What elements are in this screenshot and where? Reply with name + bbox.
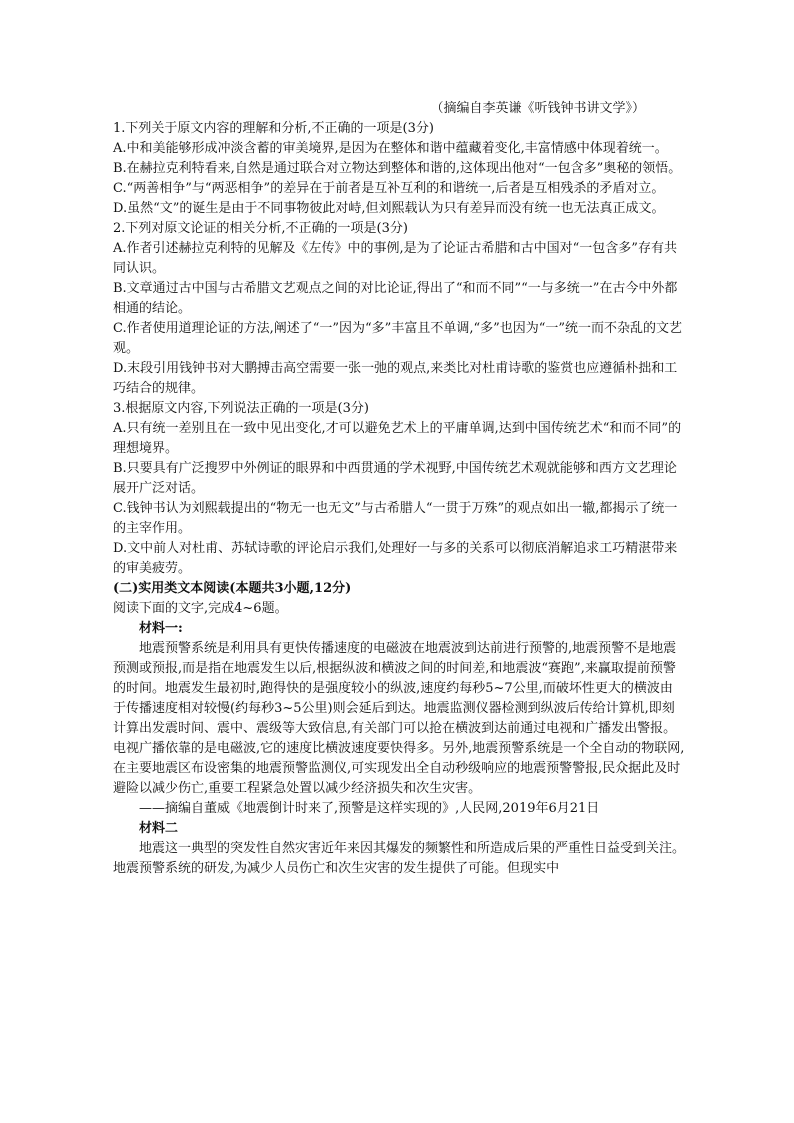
reading-instruction: 阅读下面的文字,完成4~6题。 (113, 601, 288, 616)
section-title: (二)实用类文本阅读(本题共3小题,12分) (113, 581, 352, 596)
question-3-option-b: B.只要具有广泛搜罗中外例证的眼界和中西贯通的学术视野,中国传统艺术观就能够和西方文艺理论展开广泛对话。 (113, 461, 677, 496)
page-content (113, 98, 685, 879)
question-2-stem: 2.下列对原文论证的相关分析,不正确的一项是(3分) (113, 221, 408, 236)
question-2-option-b: B.文章通过古中国与古希腊文艺观点之间的对比论证,得出了“和而不同”“一与多统一”在古今中外都相通的结论。 (113, 281, 678, 316)
question-3-stem: 3.根据原文内容,下列说法正确的一项是(3分) (113, 401, 369, 416)
material-2-body: 地震这一典型的突发性自然灾害近年来因其爆发的频繁性和所造成后果的严重性日益受到关注。地震预警系统的研发,为减少人员伤亡和次生灾害的发生提供了可能。但现实中 (113, 841, 686, 876)
source-note: （摘编自李英谦《听钱钟书讲文学》） (430, 101, 645, 116)
material-2 (113, 819, 685, 879)
material-1-caption: ——摘编自董威《地震倒计时来了,预警是这样实现的》,人民网,2019年6月21日 (139, 801, 600, 816)
question-1-option-a: A.中和美能够形成冲淡含蓄的审美境界,是因为在整体和谐中蕴藏着变化,丰富情感中体现着统一。 (113, 141, 668, 156)
question-1-option-c: C.“两善相争”与“两恶相争”的差异在于前者是互补互利的和谐统一,后者是互相残杀的矛盾对立。 (113, 181, 665, 196)
question-1 (113, 119, 685, 219)
question-3-option-d: D.文中前人对杜甫、苏轼诗歌的评论启示我们,处理好一与多的关系可以彻底消解追求工巧精湛带来的审美疲劳。 (113, 541, 678, 576)
question-2 (113, 219, 685, 399)
material-2-title: 材料二 (139, 821, 179, 836)
question-3 (113, 399, 685, 579)
question-2-option-c: C.作者使用道理论证的方法,阐述了“一”因为“多”丰富且不单调,“多”也因为“一”统一而不杂乱的文艺观。 (113, 321, 683, 356)
question-1-stem: 1.下列关于原文内容的理解和分析,不正确的一项是(3分) (113, 121, 434, 136)
question-2-option-d: D.末段引用钱钟书对大鹏搏击高空需要一张一弛的观点,来类比对杜甫诗歌的鉴赏也应遵循朴拙和工巧结合的规律。 (113, 361, 678, 396)
question-1-option-b: B.在赫拉克利特看来,自然是通过联合对立物达到整体和谐的,这体现出他对“一包含多”奥秘的领悟。 (113, 161, 682, 176)
question-1-option-d: D.虽然“文”的诞生是由于不同事物彼此对峙,但刘熙载认为只有差异而没有统一也无法真正成文。 (113, 201, 665, 216)
material-1-body: 地震预警系统是利用具有更快传播速度的电磁波在地震波到达前进行预警的,地震预警不是地震预测或预报,而是指在地震发生以后,根据纵波和横波之间的时间差,和地震波“赛跑”,来赢取提前预警的时间。地震发生最初时,跑得快的是强度较小的纵波,速度约每秒5~7公里,而破坏性更大的横波由于传播速度相对较慢(约每秒3~5公里)则会延后到达。地震监测仪器检测到纵波后传给计算机,即刻计算出发震时间、震中、震级等大致信息,有关部门可以抢在横波到达前通过电视和广播发出警报。电视广播依靠的是电磁波,它的速度比横波速度要快得多。另外,地震预警系统是一个全自动的物联网,在主要地震区布设密集的地震预警监测仪,可实现发出全自动秒级响应的地震预警警报,民众据此及时避险以减少伤亡,重要工程紧急处置以减少经济损失和次生灾害。 (113, 641, 685, 796)
question-2-option-a: A.作者引述赫拉克利特的见解及《左传》中的事例,是为了论证古希腊和古中国对“一包含多”存有共同认识。 (113, 241, 677, 276)
question-3-option-a: A.只有统一差别且在一致中见出变化,才可以避免艺术上的平庸单调,达到中国传统艺术“和而不同”的理想境界。 (113, 421, 682, 456)
material-1-title: 材料一: (139, 621, 183, 636)
material-1 (113, 619, 685, 819)
question-3-option-c: C.钱钟书认为刘熙载提出的“物无一也无文”与古希腊人“一贯于万殊”的观点如出一辙,都揭示了统一的主宰作用。 (113, 501, 678, 536)
